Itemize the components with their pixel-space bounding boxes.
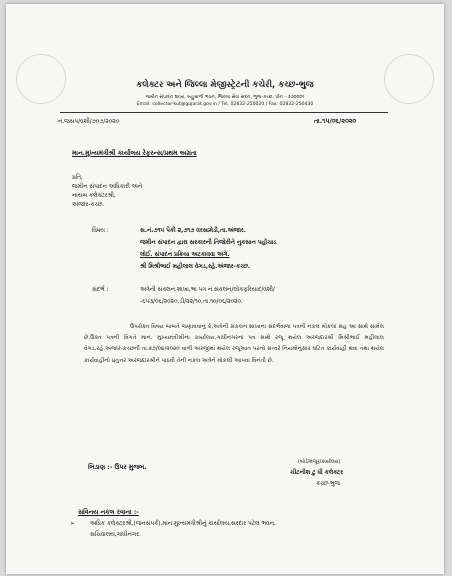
reference-number: નં.જસપ/વશી/૭૦૭/૨૦૨૦ (58, 119, 120, 125)
vishay-label: વિષય : (92, 228, 109, 234)
recipient-line: પ્રતિ, (72, 175, 83, 181)
copy-heading: સવિનય નકલ રવાના :- (78, 509, 139, 516)
vishay-line: જમીન સંપાદન દ્વારા સરકારની તિજોરીને નુકસાન પહોંચાડ (140, 240, 277, 246)
enclosure-note: બિડાણ :- ઉપર મુજબ. (88, 464, 147, 471)
sandarbh-label: સંદર્ભ : (92, 287, 109, 293)
header-rule (60, 112, 388, 113)
bullet-icon: ➢ (70, 521, 75, 527)
recipient-line: નાયબ કલેક્ટરશ્રી, (72, 193, 116, 199)
subject-heading: માન.મુખ્યમંત્રીશ્રી કાર્યાલય રેફરન્સ/પ્રથમ અગ્રતા (72, 150, 197, 157)
sandarbh-line: -૬૫૩/૦૬/૨૦૨૦,ડી/૨૨/૧૦,તા.૧૦/૦૬/૨૦૨૦. (140, 299, 243, 305)
copy-line: અધિક કલેક્ટરશ્રી,(જનસંપર્ક),માન.મુખ્યમંત્રીશ્રીનું કાર્યાલય,સરદાર પટેલ ભવન, (90, 521, 276, 527)
vishay-line: શ્રી મિશ્રીભાઈ મહીલાલ વેગડ,રહે.અંજાર-કચ્છ. (140, 264, 250, 270)
recipient-line: જમીન સંપાદન અધિકારી અને (72, 184, 143, 190)
letter-page (6, 4, 444, 574)
signature-initials: (બોર્ડ/મંજૂર/કાર્યાલય) (298, 460, 341, 465)
signature-place: કચ્છ-ભુજ (316, 481, 340, 487)
office-title: કલેક્ટર અને જિલ્લા મેજીસ્ટ્રેટની કચેરી, કચ્છ-ભુજ (136, 80, 314, 90)
signature-designation: ચીટનીશ ટુ ધી કલેક્ટર (290, 470, 344, 476)
copy-line: સચિવાલય,ગાંધીનગર. (90, 532, 141, 538)
letter-date: તા.૧૫/૦૬/૨૦૨૦ (314, 118, 357, 125)
vishay-line: સ.નં.૭૧૫ પૈકી ૨,૭૧૭ વરસામેડી,તા.અંજાર. (140, 228, 246, 234)
office-contact: Email: collector-kut@gujarat.gov.in / Tel. 02832-250020 / Fax: 02832-250430 (136, 102, 314, 107)
office-address: જમીન સંપાદન શાખા, બહુમાળી ભવન, જિલ્લા સેવા સદન, ભુજ-કચ્છ, પીન - ૩૭૦૦૦૧ (145, 95, 305, 100)
sandarbh-line: અત્રેની સંકલન શાખા,ભા પત્ર નં.સંકલન/લોકફરિયાદ/વશી/ (140, 287, 275, 293)
vishay-line: લોઈ. સંપાદન પ્રક્રિયા અટકાવવા અંગે. (140, 252, 230, 258)
body-paragraph: ઉપરોક્ત વિષય બાબતે જણાવવાનું કે,અત્રેની સંકલન શાખાના સંદર્ભવાળા પત્રની નકલ મોકલા સહ આ સાથે સામેલ છે.ઉક્ત પત્રની વિગતે માન. મુખ્યમંત્રીશ્રીના કાર્યાલય,ગાંધીનગરના પત્ર સાથે રજૂ થયેલ અરજદારશ્રી મિશ્રીભાઈ મહીલાલ વેગડ,રહે.અંજાર-કચ્છની તા.૨૭/૦૪/૨૦૨૦ વાળી અરજીમાં થયેલ રજૂઆત પરત્વે સત્વરે નિયમોનુસાર ઘટિત કાર્યવાહી થવા તથા થયેલ કાર્યવાહીનો પ્રતુત્તર અરજદારશ્રીને પાઠવી તેની નકલ અત્રેને મોકલી આપવા વિનંતી છે. (84, 324, 384, 364)
recipient-line: અંજાર-કચ્છ. (72, 202, 104, 208)
